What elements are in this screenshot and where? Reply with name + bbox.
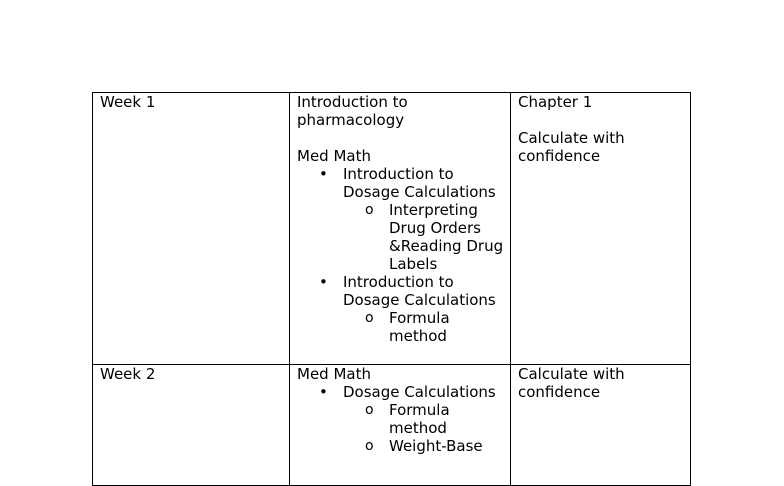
list-item <box>297 383 504 455</box>
bullet-icon: • <box>319 273 328 291</box>
sub-list-item-text: Interpreting Drug Orders &Reading Drug Labels <box>389 201 504 273</box>
sub-list-item-text: Formula method <box>389 309 450 345</box>
topic-intro: Introduction to pharmacology <box>297 93 408 129</box>
week-label: Week 2 <box>100 365 156 383</box>
list-item <box>297 273 504 345</box>
topic-heading: Med Math <box>297 147 371 165</box>
reading-cell <box>511 365 691 486</box>
hollow-bullet-icon: o <box>365 310 374 326</box>
sub-list-item <box>297 201 504 273</box>
sub-list-item-text: Formula method <box>389 401 450 437</box>
reading-resource: Calculate with confidence <box>518 365 625 401</box>
bullet-icon: • <box>319 383 328 401</box>
week-cell <box>93 93 290 365</box>
sub-list-item <box>297 437 504 455</box>
table-row <box>93 365 691 486</box>
sub-list-item <box>297 309 504 345</box>
course-schedule-table <box>92 92 691 486</box>
topic-list <box>297 165 504 345</box>
table-row <box>93 93 691 365</box>
topic-heading: Med Math <box>297 365 371 383</box>
hollow-bullet-icon: o <box>365 402 374 418</box>
topic-list <box>297 383 504 455</box>
week-cell <box>93 365 290 486</box>
reading-cell <box>511 93 691 365</box>
hollow-bullet-icon: o <box>365 438 374 454</box>
topic-cell <box>290 93 511 365</box>
list-item-text: Dosage Calculations <box>343 383 496 401</box>
hollow-bullet-icon: o <box>365 202 374 218</box>
week-label: Week 1 <box>100 93 156 111</box>
sub-list-item <box>297 401 504 437</box>
bullet-icon: • <box>319 165 328 183</box>
topic-cell <box>290 365 511 486</box>
list-item <box>297 165 504 273</box>
list-item-text: Introduction to Dosage Calculations <box>343 273 496 309</box>
reading-chapter: Chapter 1 <box>518 93 593 111</box>
list-item-text: Introduction to Dosage Calculations <box>343 165 496 201</box>
reading-resource: Calculate with confidence <box>518 129 625 165</box>
sub-list-item-text: Weight-Base <box>389 437 483 455</box>
